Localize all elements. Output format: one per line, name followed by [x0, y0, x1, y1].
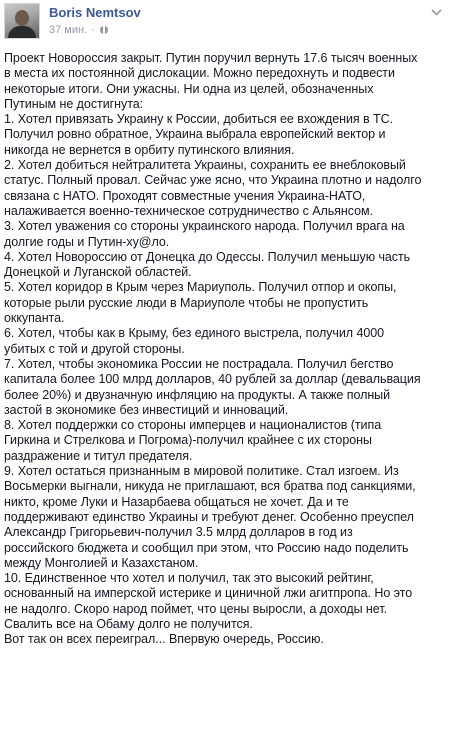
post-text — [4, 51, 446, 648]
post-text-line: 6. Хотел, чтобы как в Крыму, без единого выстрела, получил 4000 — [4, 326, 385, 341]
post-text-line: налаживается военно-техническое сотрудничество с Альянсом. — [4, 203, 373, 218]
post-text-line: Свалить все на Обаму долго не получится. — [4, 616, 253, 631]
post-text-line: Восьмерки выгнали, никуда не приглашают, вся братва под санкциями, — [4, 479, 416, 494]
post-text-line: раздражение и титул предателя. — [4, 448, 193, 463]
post-meta — [49, 24, 108, 36]
post-text-line: более 20%) и двузначную инфляцию на продукты. А также полный — [4, 387, 391, 402]
post-text-line: 5. Хотел коридор в Крым через Мариуполь. Получил отпор и окопы, — [4, 280, 397, 295]
post-text-line: российского бюджета и сообщил при этом, что Россию надо поделить — [4, 540, 409, 555]
avatar-shoulders-shape — [8, 26, 36, 39]
post-text-line: Проект Новороссия закрыт. Путин поручил вернуть 17.6 тысяч военных — [4, 51, 418, 65]
post-text-line: Получил ровно обратное, Украина выбрала европейский вектор и — [4, 127, 386, 142]
post-text-line: убитых с той и другой стороны. — [4, 341, 185, 356]
post-text-line: Путиным не достигнута: — [4, 96, 144, 111]
avatar-head-shape — [15, 10, 29, 26]
timestamp-link[interactable]: 37 мин. — [49, 24, 88, 36]
post-text-line: 4. Хотел Новороссию от Донецка до Одессы. Получил меньшую часть — [4, 249, 411, 264]
post-text-line: никогда не вернется в орбиту путинского влияния. — [4, 142, 295, 157]
post-text-line: никто, кроме Луки и Назарбаева общаться не хочет. Да и те — [4, 494, 349, 509]
post-header — [0, 0, 450, 44]
post-text-line: Александр Григорьевич-получил 3.5 млрд долларов в год из — [4, 525, 353, 540]
post-text-line: 2. Хотел добиться нейтралитета Украины, сохранить ее внеблоковый — [4, 158, 406, 173]
globe-icon[interactable] — [100, 26, 108, 34]
post-text-line: 8. Хотел поддержки со стороны имперцев и националистов (типа — [4, 418, 382, 433]
post-text-line: долгие годы и Путин-ху@ло. — [4, 234, 170, 249]
post-text-line: 9. Хотел остаться признанным в мировой политике. Стал изгоем. Из — [4, 464, 399, 479]
post-text-line: некоторые итоги. Они ужасны. Ни одна из целей, обозначенных — [4, 81, 374, 96]
post-text-line: Донецкой и Луганской областей. — [4, 265, 192, 280]
post-text-line: Гиркина и Стрелкова и Погрома)-получил крайнее с их стороны — [4, 433, 372, 448]
post-text-line: 10. Единственное что хотел и получил, так это высокий рейтинг, — [4, 571, 374, 586]
post-text-line: оккупанта. — [4, 311, 65, 326]
post-text-line: связана с НАТО. Проходят совместные учения Украина-НАТО, — [4, 188, 366, 203]
post-text-line: поддерживают единство Украины и требуют денег. Особенно преуспел — [4, 509, 414, 524]
post-text-line: статус. Полный провал. Сейчас уже ясно, что Украина плотно и надолго — [4, 173, 422, 188]
post-text-line: 7. Хотел, чтобы экономика России не пострадала. Получил бегство — [4, 356, 394, 371]
post-text-line: застой в экономике без инвестиций и инноваций. — [4, 402, 289, 417]
post-text-line: 3. Хотел уважения со стороны украинского народа. Получил врага на — [4, 219, 405, 234]
post-text-line: основанный на имперской истерике и циничной лжи агитпропа. Но это — [4, 586, 413, 601]
post-text-line: Вот так он всех переиграл... Впервую очередь, Россию. — [4, 632, 324, 647]
avatar[interactable] — [4, 3, 40, 39]
meta-separator: · — [91, 24, 95, 36]
post-text-line: между Монголией и Казахстаном. — [4, 555, 199, 570]
post-text-line: которые рыли русские люди в Мариуполе чтобы не пропустить — [4, 295, 369, 310]
author-name-link[interactable]: Boris Nemtsov — [49, 5, 141, 20]
post-options-button[interactable] — [428, 6, 444, 18]
post-text-line: не надолго. Скоро народ поймет, что цены выросли, а доходы нет. — [4, 601, 387, 616]
post-text-line: в места их постоянной дислокации. Можно передохнуть и подвести — [4, 66, 395, 81]
post-text-line: 1. Хотел привязать Украину к России, добиться ее вхождения в ТС. — [4, 112, 394, 127]
post-text-line: капитала более 100 млрд долларов, 40 рублей за доллар (девальвация — [4, 372, 421, 387]
chevron-down-icon — [431, 9, 442, 16]
